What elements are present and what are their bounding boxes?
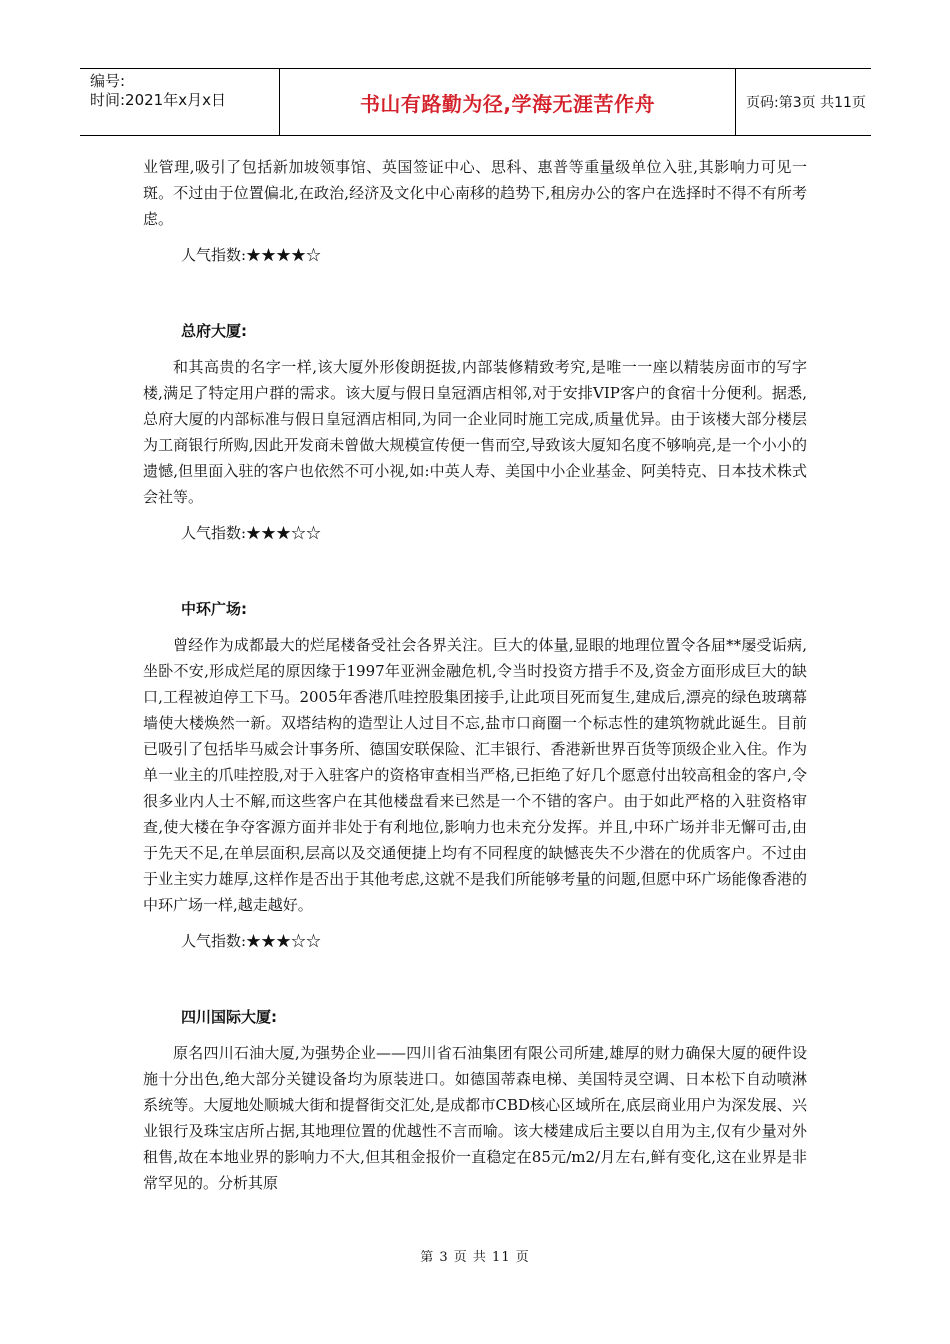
document-number-label: 编号: — [90, 72, 126, 90]
section-title-sichuan-international: 四川国际大厦: — [181, 1008, 277, 1026]
header-meta — [80, 69, 280, 135]
section-body-sichuan-international: 原名四川石油大厦,为强势企业——四川省石油集团有限公司所建,雄厚的财力确保大厦的硬件设施十分出色,绝大部分关键设备均为原装进口。如德国蒂森电梯、美国特灵空调、日本松下自动喷淋系统等。大厦地处顺城大街和提督街交汇处,是成都市CBD核心区域所在,底层商业用户为深发展、兴业银行及珠宝店所占据,其地理位置的优越性不言而喻。该大楼建成后主要以自用为主,仅有少量对外租售,故在本地业界的影响力不大,但其租金报价一直稳定在85元/m2/月左右,鲜有变化,这在业界是非常罕见的。分析其原 — [143, 1044, 807, 1192]
intro-continuation-paragraph: 业管理,吸引了包括新加坡领事馆、英国签证中心、思科、惠普等重量级单位入驻,其影响力可见一斑。不过由于位置偏北,在政治,经济及文化中心南移的趋势下,租房办公的客户在选择时不得不有所考虑。 — [143, 158, 807, 228]
document-date: 时间:2021年x月x日 — [90, 91, 226, 109]
section-rating-zhonghuan: 人气指数:★★★☆☆ — [181, 932, 322, 950]
page-header — [80, 68, 871, 136]
document-body — [143, 154, 807, 1196]
header-page-code: 页码:第3页 共11页 — [746, 95, 866, 111]
page-footer: 第 3 页 共 11 页 — [420, 1250, 530, 1265]
section-body-zongfu: 和其高贵的名字一样,该大厦外形俊朗挺拔,内部装修精致考究,是唯一一座以精装房面市的写字楼,满足了特定用户群的需求。该大厦与假日皇冠酒店相邻,对于安排VIP客户的食宿十分便利。据悉,总府大厦的内部标准与假日皇冠酒店相同,为同一企业同时施工完成,质量优异。由于该楼大部分楼层为工商银行所购,因此开发商未曾做大规模宣传便一售而空,导致该大厦知名度不够响亮,是一个小小的遗憾,但里面入驻的客户也依然不可小视,如:中英人寿、美国中小企业基金、阿美特克、日本技术株式会社等。 — [143, 358, 807, 506]
section-title-zhonghuan: 中环广场: — [181, 600, 247, 618]
header-motto-cell — [280, 69, 736, 135]
intro-popularity-rating: 人气指数:★★★★☆ — [181, 246, 322, 264]
header-motto: 书山有路勤为径,学海无涯苦作舟 — [359, 91, 656, 116]
section-title-zongfu: 总府大厦: — [181, 322, 247, 340]
section-rating-zongfu: 人气指数:★★★☆☆ — [181, 524, 322, 542]
section-body-zhonghuan: 曾经作为成都最大的烂尾楼备受社会各界关注。巨大的体量,显眼的地理位置令各届**屡受诟病,坐卧不安,形成烂尾的原因缘于1997年亚洲金融危机,令当时投资方措手不及,资金方面形成巨大的缺口,工程被迫停工下马。2005年香港爪哇控股集团接手,让此项目死而复生,建成后,漂亮的绿色玻璃幕墙使大楼焕然一新。双塔结构的造型让人过目不忘,盐市口商圈一个标志性的建筑物就此诞生。目前已吸引了包括毕马威会计事务所、德国安联保险、汇丰银行、香港新世界百货等顶级企业入住。作为单一业主的爪哇控股,对于入驻客户的资格审查相当严格,已拒绝了好几个愿意付出较高租金的客户,令很多业内人士不解,而这些客户在其他楼盘看来已然是一个不错的客户。由于如此严格的入驻资格审查,使大楼在争夺客源方面并非处于有利地位,影响力也未充分发挥。并且,中环广场并非无懈可击,由于先天不足,在单层面积,层高以及交通便捷上均有不同程度的缺憾丧失不少潜在的优质客户。不过由于业主实力雄厚,这样作是否出于其他考虑,这就不是我们所能够考量的问题,但愿中环广场能像香港的中环广场一样,越走越好。 — [143, 636, 807, 914]
